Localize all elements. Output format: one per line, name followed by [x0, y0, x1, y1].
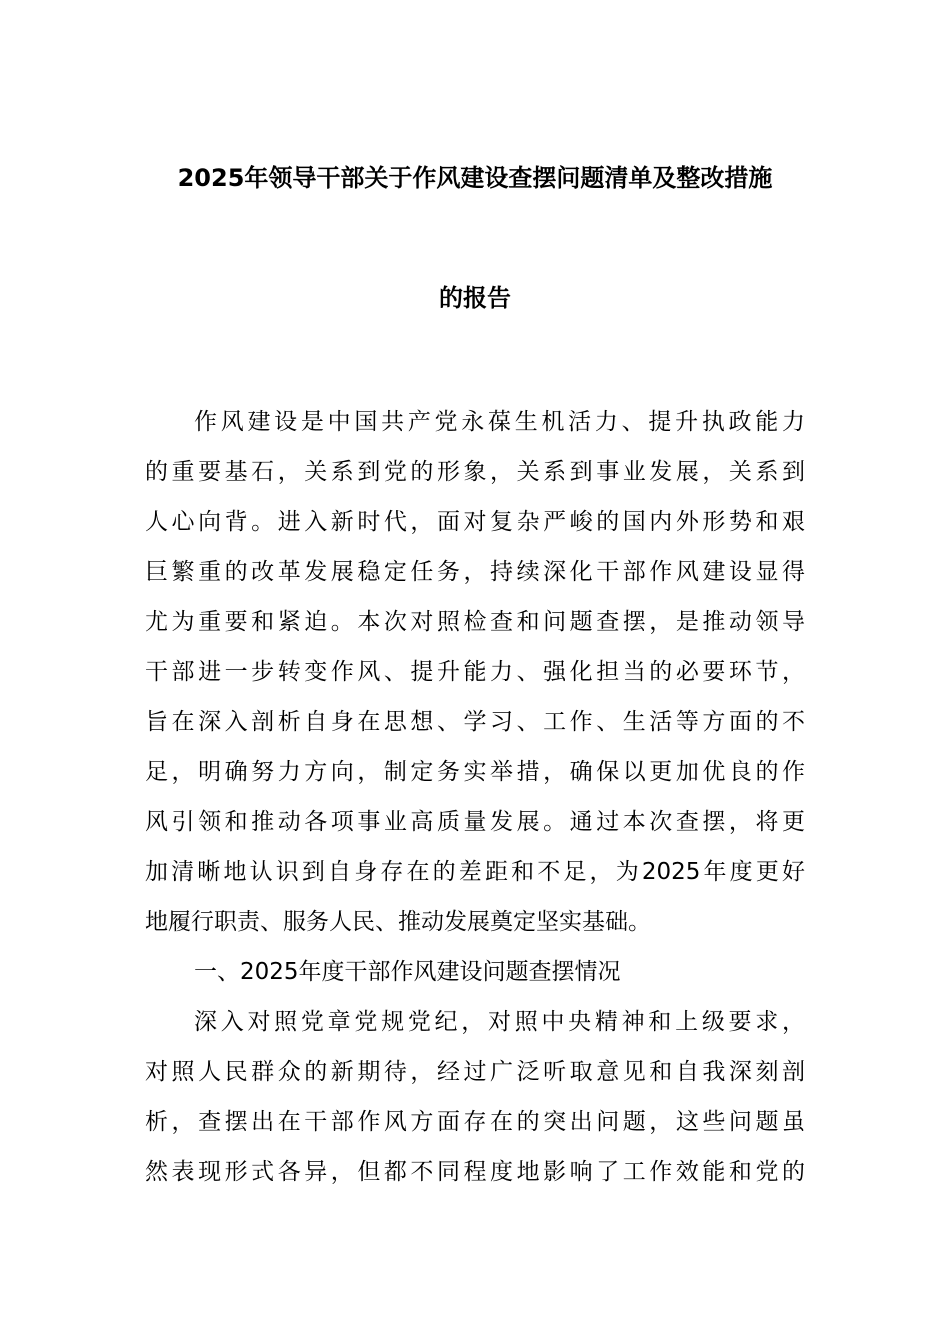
document-title-line-2: 的报告 — [439, 284, 511, 312]
paragraph-1-line-8: 足，明确努力方向，制定务实举措，确保以更加优良的作 — [145, 759, 805, 785]
paragraph-1-line-6: 干部进一步转变作风、提升能力、强化担当的必要环节， — [145, 659, 805, 685]
document-title-line-1: 2025年领导干部关于作风建设查摆问题清单及整改措施 — [177, 164, 773, 192]
paragraph-1-line-1: 作风建设是中国共产党永葆生机活力、提升执政能力 — [194, 409, 805, 435]
paragraph-1-line-10: 加清晰地认识到自身存在的差距和不足，为2025年度更好 — [145, 859, 805, 885]
paragraph-2-line-3: 析，查摆出在干部作风方面存在的突出问题，这些问题虽 — [145, 1109, 805, 1135]
paragraph-2-line-4: 然表现形式各异，但都不同程度地影响了工作效能和党的 — [145, 1159, 805, 1185]
paragraph-1-line-7: 旨在深入剖析自身在思想、学习、工作、生活等方面的不 — [145, 709, 805, 735]
paragraph-1-line-9: 风引领和推动各项事业高质量发展。通过本次查摆，将更 — [145, 809, 805, 835]
paragraph-2-line-2: 对照人民群众的新期待，经过广泛听取意见和自我深刻剖 — [145, 1059, 805, 1085]
paragraph-1-line-3: 人心向背。进入新时代，面对复杂严峻的国内外形势和艰 — [145, 509, 805, 535]
section-heading-1: 一、2025年度干部作风建设问题查摆情况 — [194, 959, 621, 985]
paragraph-1-line-2: 的重要基石，关系到党的形象，关系到事业发展，关系到 — [145, 459, 805, 485]
paragraph-1-line-5: 尤为重要和紧迫。本次对照检查和问题查摆，是推动领导 — [145, 609, 805, 635]
paragraph-1-line-11: 地履行职责、服务人民、推动发展奠定坚实基础。 — [145, 909, 651, 935]
paragraph-2-line-1: 深入对照党章党规党纪，对照中央精神和上级要求， — [194, 1009, 805, 1035]
paragraph-1-line-4: 巨繁重的改革发展稳定任务，持续深化干部作风建设显得 — [145, 559, 805, 585]
